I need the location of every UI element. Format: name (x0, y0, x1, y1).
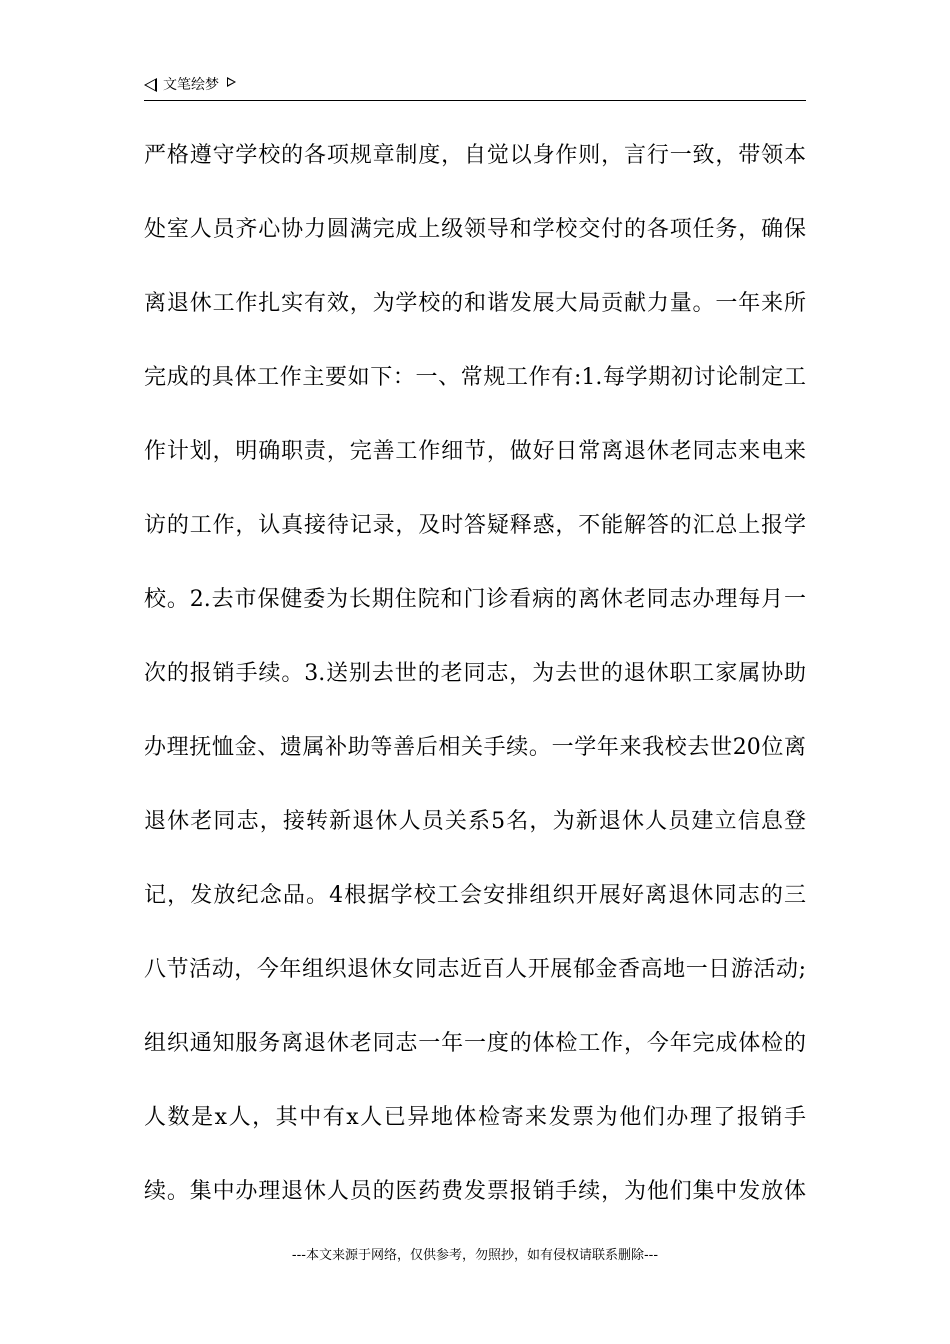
body-line: 离退休工作扎实有效，为学校的和谐发展大局贡献力量。一年来所 (144, 291, 806, 316)
body-line: 办理抚恤金、遗属补助等善后相关手续。一学年来我校去世20位离 (144, 735, 806, 760)
page-header (144, 72, 806, 101)
body-line: 处室人员齐心协力圆满完成上级领导和学校交付的各项任务，确保 (144, 217, 806, 242)
body-line: 续。集中办理退休人员的医药费发票报销手续，为他们集中发放体 (144, 1179, 806, 1204)
body-line: 完成的具体工作主要如下：一、常规工作有:1.每学期初讨论制定工 (144, 365, 806, 390)
body-line: 八节活动，今年组织退休女同志近百人开展郁金香高地一日游活动; (144, 957, 806, 982)
brand-text: 文笔绘梦 (163, 77, 219, 93)
body-line: 人数是x人，其中有x人已异地体检寄来发票为他们办理了报销手 (144, 1105, 806, 1130)
body-line: 校。2.去市保健委为长期住院和门诊看病的离休老同志办理每月一 (144, 587, 806, 612)
body-line: 严格遵守学校的各项规章制度，自觉以身作则，言行一致，带领本 (144, 143, 806, 168)
body-line: 记，发放纪念品。4根据学校工会安排组织开展好离退休同志的三 (144, 883, 806, 908)
body-line: 次的报销手续。3.送别去世的老同志，为去世的退休职工家属协助 (144, 661, 806, 686)
document-body (144, 132, 806, 1242)
header-brand (144, 75, 236, 95)
body-line: 作计划，明确职责，完善工作细节，做好日常离退休老同志来电来 (144, 439, 806, 464)
body-line: 组织通知服务离退休老同志一年一度的体检工作，今年完成体检的 (144, 1031, 806, 1056)
body-line: 访的工作，认真接待记录，及时答疑释惑，不能解答的汇总上报学 (144, 513, 806, 538)
triangle-right-icon (227, 77, 236, 87)
body-line: 退休老同志，接转新退休人员关系5名，为新退休人员建立信息登 (144, 809, 806, 834)
triangle-left-icon (144, 78, 157, 92)
page-footer: ---本文来源于网络，仅供参考，勿照抄，如有侵权请联系删除--- (291, 1248, 659, 1263)
